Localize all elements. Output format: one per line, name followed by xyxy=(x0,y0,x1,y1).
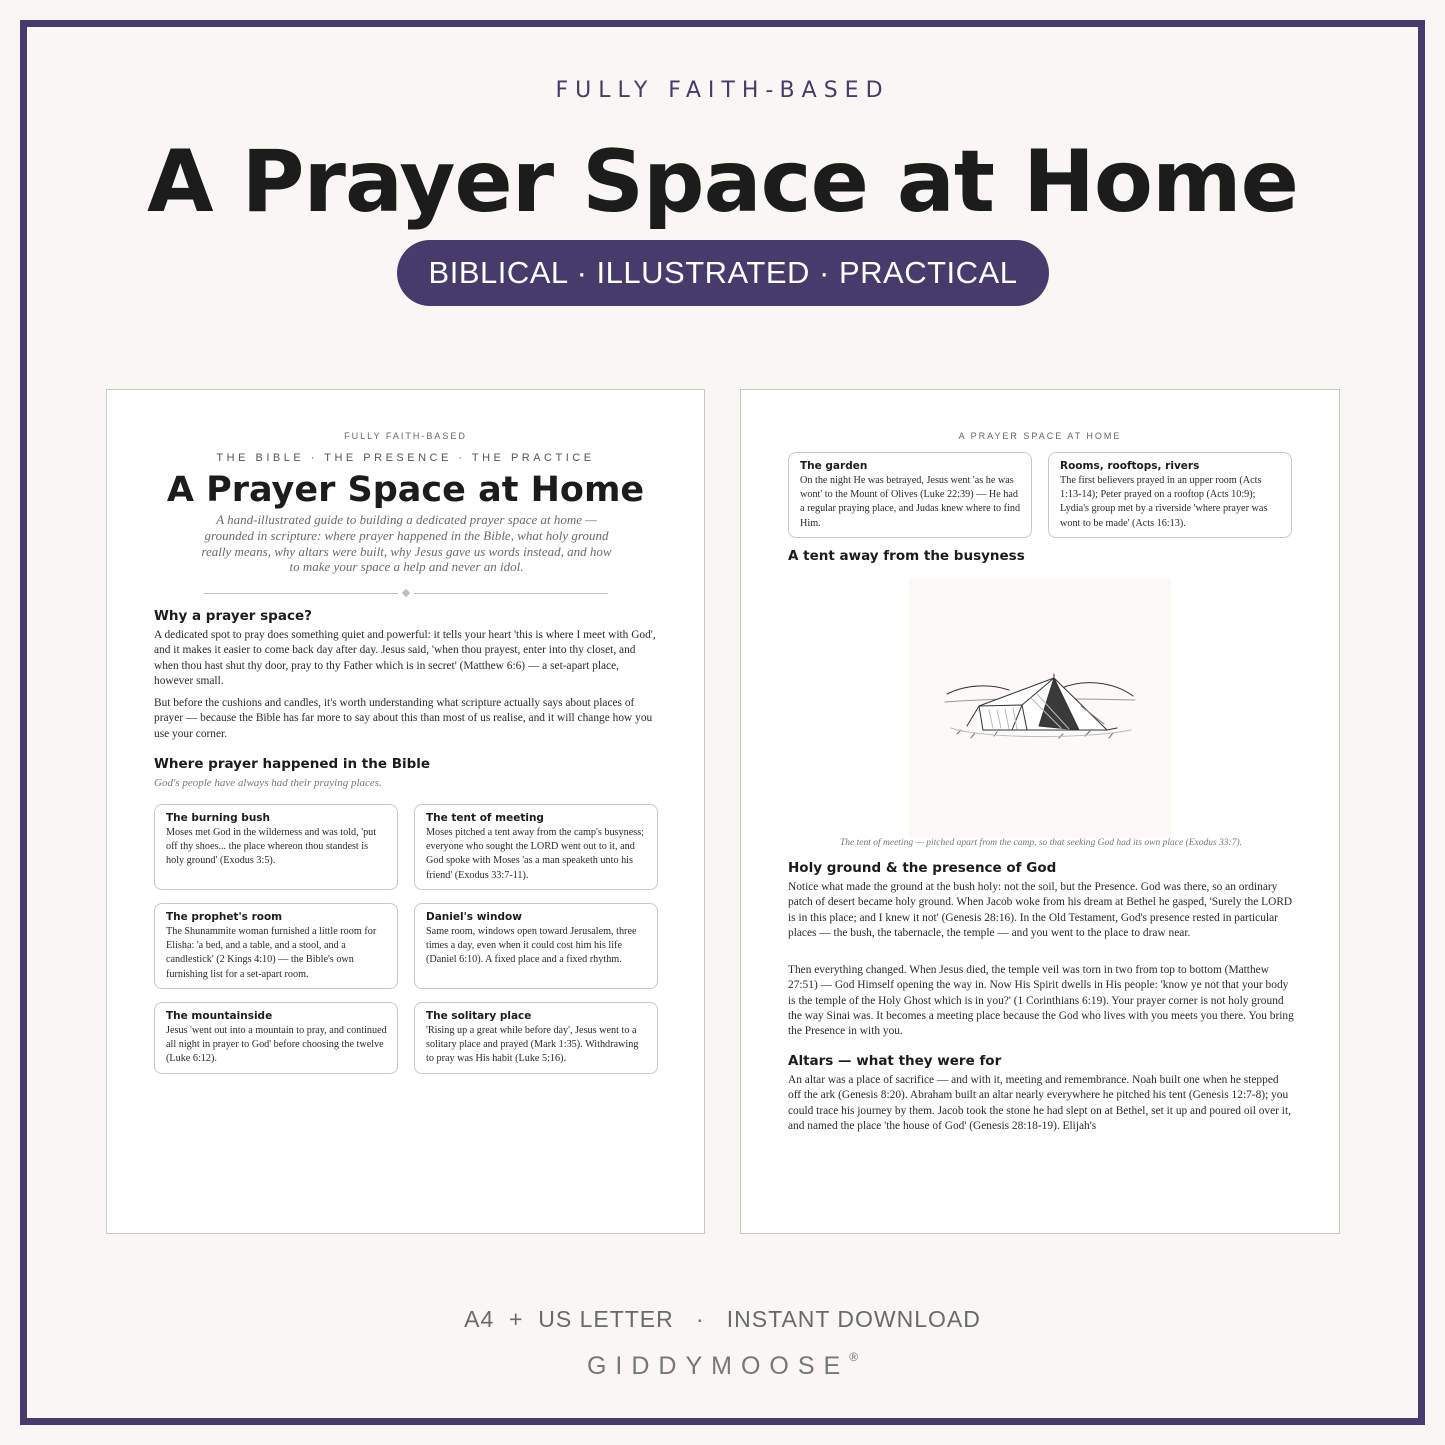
section-heading: Holy ground & the presence of God xyxy=(788,860,1057,876)
section-subtitle: God's people have always had their praying places. xyxy=(154,777,382,789)
card-text: The Shunammite woman furnished a little room for Elisha: 'a bed, and a table, and a stool, and a candlestick' (2 Kings 4:10) — the Bible's own furnishing list for a set-apart room. xyxy=(166,926,377,980)
card-title: The mountainside xyxy=(166,1010,273,1022)
card-text: On the night He was betrayed, Jesus went 'as he was wont' to the Mount of Olives (Luke 22:39) — He had a regular praying place, and Judas knew where to find Him. xyxy=(800,475,1021,529)
page-top-label: FULLY FAITH-BASED xyxy=(344,431,467,441)
hero-title: A Prayer Space at Home xyxy=(147,132,1298,232)
doc-intro: A hand-illustrated guide to building a dedicated prayer space at home — grounded in scripture: where prayer happened in the Bible, what holy ground really means, why altars were built, why Jesus gave us words instead, and how to make your space a help and never an idol. xyxy=(201,512,612,575)
card-text: Jesus 'went out into a mountain to pray, and continued all night in prayer to God' before choosing the twelve (Luke 6:12). xyxy=(166,1025,387,1065)
doc-kicker: THE BIBLE · THE PRESENCE · THE PRACTICE xyxy=(216,452,595,464)
info-card xyxy=(1048,452,1292,538)
card-title: The tent of meeting xyxy=(426,812,544,824)
card-text: The first believers prayed in an upper room (Acts 1:13-14); Peter prayed on a rooftop (Acts 10:9); Lydia's group met by a riverside 'where prayer was wont to be made' (Acts 16:13). xyxy=(1060,475,1268,529)
info-card xyxy=(154,903,398,989)
tent-icon xyxy=(909,578,1171,838)
illustration-caption: The tent of meeting — pitched apart from the camp, so that seeking God had its own place (Exodus 33:7). xyxy=(839,838,1243,848)
body-paragraph: Then everything changed. When Jesus died, the temple veil was torn in two from top to bottom (Matthew 27:51) — God Himself opening the way in. Now His Spirit dwells in His people: 'know ye not that your body is the temple of the Holy Ghost which is in you?' (1 Corinthians 6:19). Your prayer corner is not holy ground the way Sinai was. It becomes a meeting place because the God who lives with you meets you there. You bring the Presence in with you. xyxy=(788,964,1294,1038)
card-title: The burning bush xyxy=(166,812,271,824)
info-card xyxy=(414,804,658,890)
card-title: The solitary place xyxy=(426,1010,532,1022)
info-card xyxy=(154,1002,398,1074)
page-preview-right xyxy=(740,389,1340,1234)
card-title: Rooms, rooftops, rivers xyxy=(1060,460,1200,472)
doc-title: A Prayer Space at Home xyxy=(166,470,645,510)
section-heading: Why a prayer space? xyxy=(154,608,312,624)
card-title: The garden xyxy=(800,460,868,472)
registered-mark: ® xyxy=(849,1350,859,1364)
body-paragraph: A dedicated spot to pray does something quiet and powerful: it tells your heart 'this is where I meet with God', and it makes it easier to come back day after day. Jesus said, 'when thou prayest, enter into thy closet, and when thou hast shut thy door, pray to thy Father which is in secret' (Matthew 6:6) — a set-apart place, however small. xyxy=(154,629,656,687)
page-preview-left xyxy=(106,389,705,1234)
feature-pill: BIBLICAL · ILLUSTRATED · PRACTICAL xyxy=(397,240,1049,306)
page-top-label: A PRAYER SPACE AT HOME xyxy=(958,431,1122,441)
eyebrow-label: FULLY FAITH-BASED xyxy=(555,78,890,103)
divider-left xyxy=(204,593,398,594)
divider-right xyxy=(414,593,608,594)
info-card xyxy=(414,1002,658,1074)
section-heading: A tent away from the busyness xyxy=(788,548,1025,564)
format-line: A4 + US LETTER · INSTANT DOWNLOAD xyxy=(464,1306,981,1332)
card-text: Moses met God in the wilderness and was told, 'put off thy shoes... the place whereon thou standest is holy ground' (Exodus 3:5). xyxy=(166,827,377,867)
divider-ornament xyxy=(402,589,410,597)
card-title: Daniel's window xyxy=(426,911,522,923)
info-card xyxy=(154,804,398,890)
body-paragraph: An altar was a place of sacrifice — and with it, meeting and remembrance. Noah built one when he stepped off the ark (Genesis 8:20). Abraham built an altar nearly everywhere he pitched his tent (Genesis 12:7-8); you could trace his journey by them. Jacob took the stone he had slept on at Bethel, set it up and poured oil over it, and named the place 'the house of God' (Genesis 28:18-19). Elijah's xyxy=(788,1074,1291,1132)
info-card xyxy=(788,452,1032,538)
info-card xyxy=(414,903,658,989)
card-text: Moses pitched a tent away from the camp's busyness; everyone who sought the LORD went out to it, and God spoke with Moses 'as a man speaketh unto his friend' (Exodus 33:7-11). xyxy=(426,827,644,881)
brand-wordmark: GIDDYMOOSE xyxy=(586,1352,850,1380)
body-paragraph: But before the cushions and candles, it's worth understanding what scripture actually says about places of prayer — because the Bible has far more to say about this than most of us realise, and it will change how you use your corner. xyxy=(154,697,653,740)
section-heading: Where prayer happened in the Bible xyxy=(154,756,431,772)
card-title: The prophet's room xyxy=(166,911,283,923)
body-paragraph: Notice what made the ground at the bush holy: not the soil, but the Presence. God was there, so an ordinary patch of desert became holy ground. When Jacob woke from his dream at Bethel he gasped, 'Surely the LORD is in this place; and I knew it not' (Genesis 28:16). In the Old Testament, God's presence rested in particular places — the bush, the tabernacle, the temple — and you went to the place to draw near. xyxy=(788,881,1293,939)
section-heading: Altars — what they were for xyxy=(788,1053,1002,1069)
brand-name xyxy=(0,1352,1445,1381)
card-text: Same room, windows open toward Jerusalem, three times a day, even when it could cost him his life (Daniel 6:10). A fixed place and a fixed rhythm. xyxy=(426,926,637,966)
card-text: 'Rising up a great while before day', Jesus went to a solitary place and prayed (Mark 1:35). Withdrawing to pray was His habit (Luke 5:16). xyxy=(426,1025,639,1065)
tent-illustration xyxy=(909,578,1171,838)
